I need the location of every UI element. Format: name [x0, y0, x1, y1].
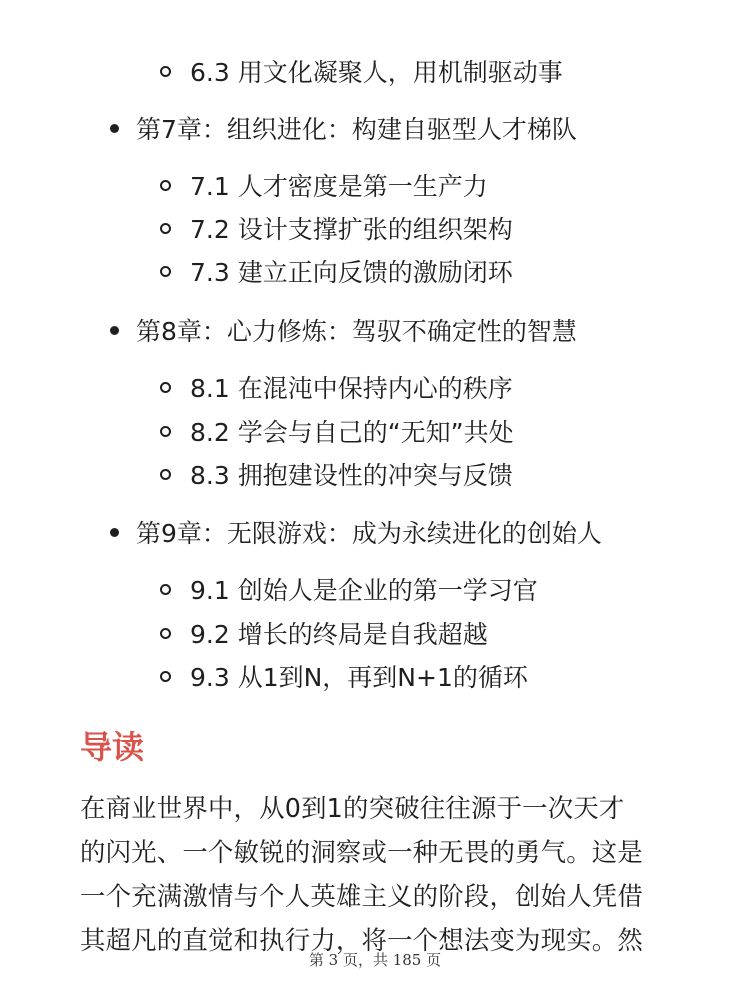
hollow-bullet-icon [160, 266, 171, 277]
toc-item-7-1[interactable] [160, 165, 488, 205]
toc-chapter-9[interactable] [110, 512, 602, 552]
solid-bullet-icon [110, 124, 119, 133]
page-number: 第 3 页，共 185 页 [308, 951, 442, 969]
toc-chapter-label: 第9章：无限游戏：成为永续进化的创始人 [136, 519, 602, 548]
hollow-bullet-icon [160, 382, 171, 393]
toc-chapter-label: 第8章：心力修炼：驾驭不确定性的智慧 [136, 317, 577, 346]
toc-item-label: 7.2 设计支撑扩张的组织架构 [190, 215, 513, 244]
hollow-bullet-icon [160, 223, 171, 234]
toc-item-label: 9.1 创始人是企业的第一学习官 [190, 576, 538, 605]
hollow-bullet-icon [160, 469, 171, 480]
paragraph-line: 一个充满激情与个人英雄主义的阶段，创始人凭借 [80, 881, 643, 911]
toc-item-label: 9.3 从1到N，再到N+1的循环 [190, 663, 528, 692]
toc-item-8-3[interactable] [160, 454, 513, 494]
toc-item-8-2[interactable] [160, 411, 514, 451]
section-heading: 导读 [80, 728, 145, 766]
toc-chapter-8[interactable] [110, 310, 577, 350]
toc-item-label: 8.2 学会与自己的“无知”共处 [190, 418, 514, 447]
toc-item-8-1[interactable] [160, 367, 513, 407]
toc-item-7-2[interactable] [160, 208, 513, 248]
hollow-bullet-icon [160, 671, 171, 682]
toc-item-label: 8.3 拥抱建设性的冲突与反馈 [190, 461, 513, 490]
toc-item-6-3[interactable] [160, 51, 563, 91]
toc-item-7-3[interactable] [160, 251, 513, 291]
solid-bullet-icon [110, 326, 119, 335]
hollow-bullet-icon [160, 426, 171, 437]
hollow-bullet-icon [160, 628, 171, 639]
hollow-bullet-icon [160, 66, 171, 77]
toc-item-label: 6.3 用文化凝聚人，用机制驱动事 [190, 58, 563, 87]
hollow-bullet-icon [160, 180, 171, 191]
toc-item-label: 7.1 人才密度是第一生产力 [190, 172, 488, 201]
hollow-bullet-icon [160, 584, 171, 595]
solid-bullet-icon [110, 528, 119, 537]
body-paragraph [80, 786, 680, 962]
toc-chapter-label: 第7章：组织进化：构建自驱型人才梯队 [136, 115, 577, 144]
toc-chapter-7[interactable] [110, 108, 577, 148]
toc-item-9-3[interactable] [160, 656, 528, 696]
paragraph-line: 的闪光、一个敏锐的洞察或一种无畏的勇气。这是 [80, 837, 643, 867]
toc-item-label: 8.1 在混沌中保持内心的秩序 [190, 374, 513, 403]
toc-item-label: 9.2 增长的终局是自我超越 [190, 620, 488, 649]
paragraph-line: 在商业世界中，从0到1的突破往往源于一次天才 [80, 793, 625, 823]
toc-item-9-1[interactable] [160, 569, 538, 609]
toc-item-label: 7.3 建立正向反馈的激励闭环 [190, 258, 513, 287]
paragraph-line: 其超凡的直觉和执行力，将一个想法变为现实。然 [80, 925, 643, 955]
toc-item-9-2[interactable] [160, 613, 488, 653]
